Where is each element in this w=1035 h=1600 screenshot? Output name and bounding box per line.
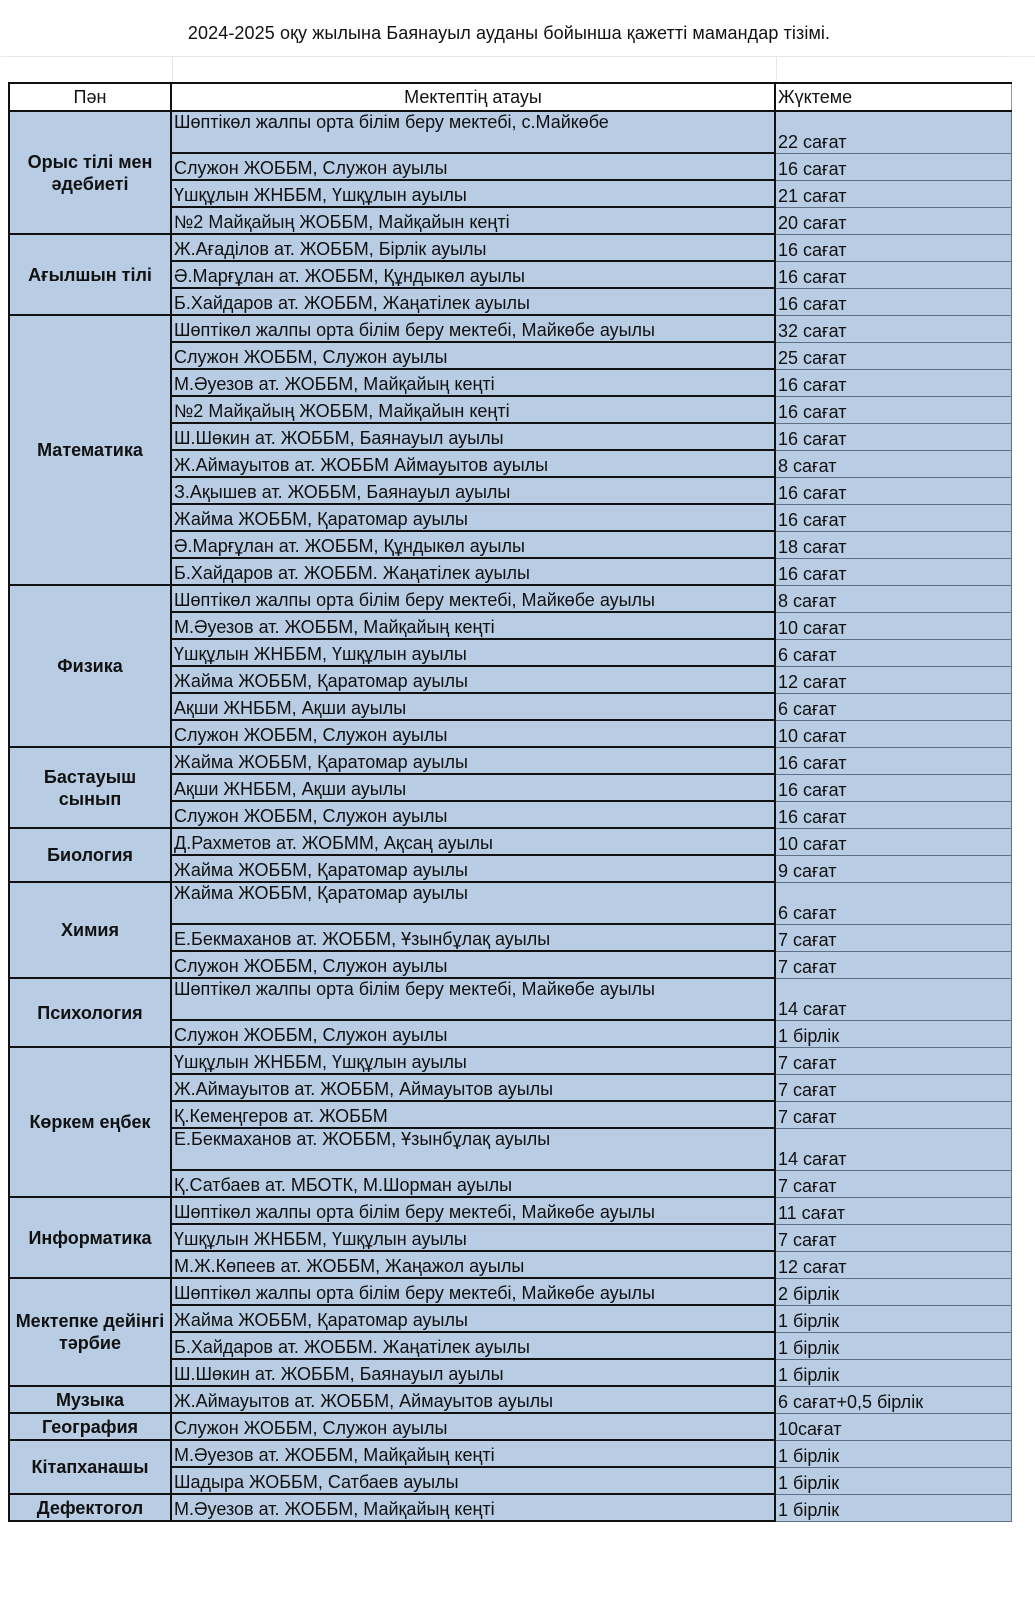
spacer-divider	[776, 57, 777, 81]
school-cell[interactable]: Шөптікөл жалпы орта білім беру мектебі, Майкөбе ауылы	[171, 978, 775, 1020]
school-cell[interactable]: Шадыра ЖОББМ, Сатбаев ауылы	[171, 1467, 775, 1494]
school-cell[interactable]: Ж.Ағаділов ат. ЖОББМ, Бірлік ауылы	[171, 234, 775, 261]
load-cell[interactable]: 7 сағат	[775, 1224, 1011, 1251]
load-cell[interactable]: 7 сағат	[775, 1047, 1011, 1074]
table-row	[9, 882, 1011, 924]
subject-cell[interactable]: Информатика	[9, 1197, 171, 1278]
school-cell[interactable]: Ж.Аймауытов ат. ЖОББМ, Аймауытов ауылы	[171, 1386, 775, 1413]
subject-cell[interactable]: Психология	[9, 978, 171, 1047]
load-cell[interactable]: 16 сағат	[775, 558, 1011, 585]
school-cell[interactable]: Служон ЖОББМ, Служон ауылы	[171, 951, 775, 978]
specialists-table	[8, 82, 1012, 1522]
load-cell[interactable]: 16 сағат	[775, 747, 1011, 774]
spacer-divider	[172, 57, 173, 81]
school-cell[interactable]: Шөптікөл жалпы орта білім беру мектебі, Майкөбе ауылы	[171, 1197, 775, 1224]
school-cell[interactable]: Служон ЖОББМ, Служон ауылы	[171, 801, 775, 828]
subject-cell[interactable]: Математика	[9, 315, 171, 585]
subject-cell[interactable]: География	[9, 1413, 171, 1440]
school-cell[interactable]: Шөптікөл жалпы орта білім беру мектебі, Майкөбе ауылы	[171, 315, 775, 342]
load-cell[interactable]: 1 бірлік	[775, 1359, 1011, 1386]
load-cell[interactable]: 20 сағат	[775, 207, 1011, 234]
school-cell[interactable]: Служон ЖОББМ, Служон ауылы	[171, 342, 775, 369]
table-row	[9, 315, 1011, 342]
table-row	[9, 585, 1011, 612]
load-cell[interactable]: 16 сағат	[775, 261, 1011, 288]
load-cell[interactable]: 7 сағат	[775, 951, 1011, 978]
table-row	[9, 1494, 1011, 1521]
load-cell[interactable]: 16 сағат	[775, 477, 1011, 504]
school-cell[interactable]: Б.Хайдаров ат. ЖОББМ, Жаңатілек ауылы	[171, 288, 775, 315]
load-cell[interactable]: 10 сағат	[775, 720, 1011, 747]
table-row	[9, 1440, 1011, 1467]
subject-cell[interactable]: Орыс тілі мен әдебиеті	[9, 111, 171, 234]
subject-cell[interactable]: Химия	[9, 882, 171, 978]
school-cell[interactable]: Жайма ЖОББМ, Қаратомар ауылы	[171, 855, 775, 882]
school-cell[interactable]: Шөптікөл жалпы орта білім беру мектебі, Майкөбе ауылы	[171, 585, 775, 612]
table-row	[9, 978, 1011, 1020]
load-cell[interactable]: 2 бірлік	[775, 1278, 1011, 1305]
table-row	[9, 1278, 1011, 1305]
load-cell[interactable]: 14 сағат	[775, 1128, 1011, 1170]
table-row	[9, 1197, 1011, 1224]
load-cell[interactable]: 1 бірлік	[775, 1494, 1011, 1521]
load-cell[interactable]: 1 бірлік	[775, 1467, 1011, 1494]
table-row	[9, 234, 1011, 261]
page-title: 2024-2025 оқу жылына Баянауыл ауданы бойынша қажетті мамандар тізімі.	[187, 22, 831, 43]
load-cell[interactable]: 12 сағат	[775, 666, 1011, 693]
school-cell[interactable]: Шөптікөл жалпы орта білім беру мектебі, Майкөбе ауылы	[171, 1278, 775, 1305]
subject-cell[interactable]: Бастауыш сынып	[9, 747, 171, 828]
load-cell[interactable]: 9 сағат	[775, 855, 1011, 882]
subject-column-header: Пән	[9, 83, 171, 111]
load-cell[interactable]: 18 сағат	[775, 531, 1011, 558]
school-cell[interactable]: Жайма ЖОББМ, Қаратомар ауылы	[171, 747, 775, 774]
school-cell[interactable]: Үшқұлын ЖНББМ, Үшқұлын ауылы	[171, 639, 775, 666]
load-cell[interactable]: 6 сағат	[775, 693, 1011, 720]
school-cell[interactable]: Служон ЖОББМ, Служон ауылы	[171, 1413, 775, 1440]
school-cell[interactable]: З.Ақышев ат. ЖОББМ, Баянауыл ауылы	[171, 477, 775, 504]
school-cell[interactable]: Д.Рахметов ат. ЖОБММ, Ақсаң ауылы	[171, 828, 775, 855]
school-cell[interactable]: Ж.Аймауытов ат. ЖОББМ Аймауытов ауылы	[171, 450, 775, 477]
school-cell[interactable]: №2 Майқайың ЖОББМ, Майқайын кеңті	[171, 207, 775, 234]
school-cell[interactable]: Үшқұлын ЖНББМ, Үшқұлын ауылы	[171, 1047, 775, 1074]
table-row	[9, 111, 1011, 153]
load-cell[interactable]: 16 сағат	[775, 288, 1011, 315]
school-cell[interactable]: Жайма ЖОББМ, Қаратомар ауылы	[171, 1305, 775, 1332]
subject-cell[interactable]: Физика	[9, 585, 171, 747]
load-cell[interactable]: 16 сағат	[775, 423, 1011, 450]
load-cell[interactable]: 25 сағат	[775, 342, 1011, 369]
table-row	[9, 1413, 1011, 1440]
load-cell[interactable]: 16 сағат	[775, 234, 1011, 261]
school-cell[interactable]: Е.Бекмаханов ат. ЖОББМ, Ұзынбұлақ ауылы	[171, 1128, 775, 1170]
load-cell[interactable]: 7 сағат	[775, 1170, 1011, 1197]
load-cell[interactable]: 16 сағат	[775, 396, 1011, 423]
load-cell[interactable]: 10сағат	[775, 1413, 1011, 1440]
school-cell[interactable]: Жайма ЖОББМ, Қаратомар ауылы	[171, 666, 775, 693]
school-column-header: Мектептің атауы	[171, 83, 775, 111]
load-cell[interactable]: 16 сағат	[775, 801, 1011, 828]
school-cell[interactable]: М.Әуезов ат. ЖОББМ, Майқайың кеңті	[171, 1440, 775, 1467]
school-cell[interactable]: №2 Майқайың ЖОББМ, Майқайын кеңті	[171, 396, 775, 423]
subject-cell[interactable]: Ағылшын тілі	[9, 234, 171, 315]
load-cell[interactable]: 21 сағат	[775, 180, 1011, 207]
school-cell[interactable]: М.Әуезов ат. ЖОББМ, Майқайың кеңті	[171, 612, 775, 639]
load-cell[interactable]: 12 сағат	[775, 1251, 1011, 1278]
school-cell[interactable]: Қ.Сатбаев ат. МБОТК, М.Шорман ауылы	[171, 1170, 775, 1197]
load-cell[interactable]: 14 сағат	[775, 978, 1011, 1020]
school-cell[interactable]: Үшқұлын ЖНББМ, Үшқұлын ауылы	[171, 1224, 775, 1251]
header-row	[9, 83, 1011, 111]
load-cell[interactable]: 16 сағат	[775, 504, 1011, 531]
empty-spacer-row	[8, 56, 1010, 81]
school-cell[interactable]: Служон ЖОББМ, Служон ауылы	[171, 153, 775, 180]
school-cell[interactable]: Ақши ЖНББМ, Ақши ауылы	[171, 774, 775, 801]
subject-cell[interactable]: Дефектогол	[9, 1494, 171, 1521]
load-cell[interactable]: 1 бірлік	[775, 1305, 1011, 1332]
table-body	[9, 111, 1011, 1521]
school-cell[interactable]: Е.Бекмаханов ат. ЖОББМ, Ұзынбұлақ ауылы	[171, 924, 775, 951]
load-cell[interactable]: 16 сағат	[775, 153, 1011, 180]
load-cell[interactable]: 8 сағат	[775, 450, 1011, 477]
school-cell[interactable]: Б.Хайдаров ат. ЖОББМ. Жаңатілек ауылы	[171, 1332, 775, 1359]
load-cell[interactable]: 6 сағат	[775, 882, 1011, 924]
subject-cell[interactable]: Мектепке дейінгі тәрбие	[9, 1278, 171, 1386]
load-cell[interactable]: 8 сағат	[775, 585, 1011, 612]
load-cell[interactable]: 1 бірлік	[775, 1332, 1011, 1359]
school-cell[interactable]: Ақши ЖНББМ, Ақши ауылы	[171, 693, 775, 720]
school-cell[interactable]: Служон ЖОББМ, Служон ауылы	[171, 720, 775, 747]
school-cell[interactable]: Ә.Марғұлан ат. ЖОББМ, Құндыкөл ауылы	[171, 261, 775, 288]
table-row	[9, 828, 1011, 855]
subject-cell[interactable]: Музыка	[9, 1386, 171, 1413]
load-cell[interactable]: 32 сағат	[775, 315, 1011, 342]
school-cell[interactable]: М.Ж.Көпеев ат. ЖОББМ, Жаңажол ауылы	[171, 1251, 775, 1278]
school-cell[interactable]: Ә.Марғұлан ат. ЖОББМ, Құндыкөл ауылы	[171, 531, 775, 558]
load-column-header: Жүктеме	[775, 83, 1011, 111]
school-cell[interactable]: М.Әуезов ат. ЖОББМ, Майқайың кеңті	[171, 369, 775, 396]
load-cell[interactable]: 7 сағат	[775, 1101, 1011, 1128]
school-cell[interactable]: Ш.Шөкин ат. ЖОББМ, Баянауыл ауылы	[171, 423, 775, 450]
load-cell[interactable]: 7 сағат	[775, 1074, 1011, 1101]
subject-cell[interactable]: Биология	[9, 828, 171, 882]
load-cell[interactable]: 16 сағат	[775, 774, 1011, 801]
table-row	[9, 1386, 1011, 1413]
school-cell[interactable]: М.Әуезов ат. ЖОББМ, Майқайың кеңті	[171, 1494, 775, 1521]
school-cell[interactable]: Б.Хайдаров ат. ЖОББМ. Жаңатілек ауылы	[171, 558, 775, 585]
school-cell[interactable]: Ж.Аймауытов ат. ЖОББМ, Аймауытов ауылы	[171, 1074, 775, 1101]
load-cell[interactable]: 1 бірлік	[775, 1440, 1011, 1467]
load-cell[interactable]: 16 сағат	[775, 369, 1011, 396]
subject-cell[interactable]: Кітапханашы	[9, 1440, 171, 1494]
load-cell[interactable]: 10 сағат	[775, 828, 1011, 855]
load-cell[interactable]: 6 сағат	[775, 639, 1011, 666]
subject-cell[interactable]: Көркем еңбек	[9, 1047, 171, 1197]
load-cell[interactable]: 7 сағат	[775, 924, 1011, 951]
load-cell[interactable]: 22 сағат	[775, 111, 1011, 153]
load-cell[interactable]: 11 сағат	[775, 1197, 1011, 1224]
table-row	[9, 747, 1011, 774]
school-cell[interactable]: Жайма ЖОББМ, Қаратомар ауылы	[171, 882, 775, 924]
school-cell[interactable]: Жайма ЖОББМ, Қаратомар ауылы	[171, 504, 775, 531]
school-cell[interactable]: Служон ЖОББМ, Служон ауылы	[171, 1020, 775, 1047]
load-cell[interactable]: 10 сағат	[775, 612, 1011, 639]
school-cell[interactable]: Шөптікөл жалпы орта білім беру мектебі, с.Майкөбе	[171, 111, 775, 153]
table-row	[9, 1047, 1011, 1074]
load-cell[interactable]: 6 сағат+0,5 бірлік	[775, 1386, 1011, 1413]
load-cell[interactable]: 1 бірлік	[775, 1020, 1011, 1047]
school-cell[interactable]: Үшқұлын ЖНББМ, Үшқұлын ауылы	[171, 180, 775, 207]
school-cell[interactable]: Қ.Кемеңгеров ат. ЖОББМ	[171, 1101, 775, 1128]
school-cell[interactable]: Ш.Шөкин ат. ЖОББМ, Баянауыл ауылы	[171, 1359, 775, 1386]
